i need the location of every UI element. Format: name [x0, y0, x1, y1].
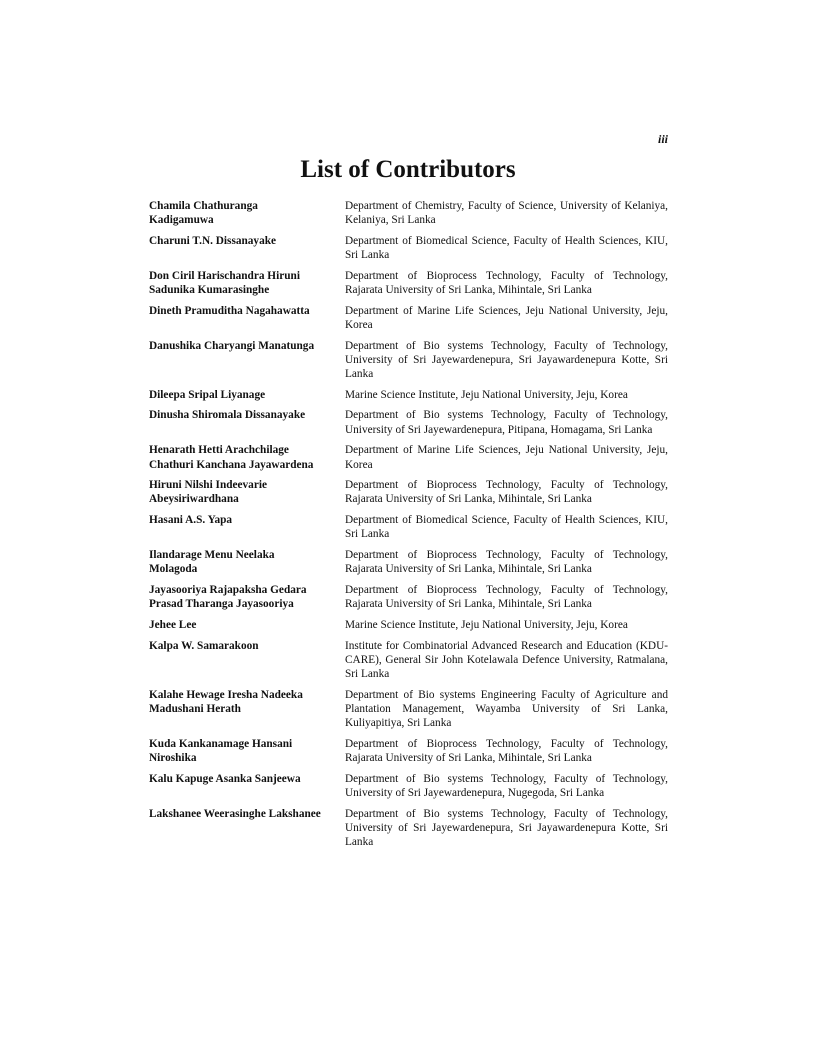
contributor-entry — [149, 269, 669, 297]
contributor-name — [149, 339, 345, 382]
contributor-name — [149, 234, 345, 262]
contributor-entry — [149, 548, 669, 576]
contributor-name-line: Danushika Charyangi Manatunga — [149, 339, 315, 352]
contributor-affiliation: Department of Bioprocess Technology, Faculty of Technology, Rajarata University of Sri Lanka, Mihintale, Sri Lanka — [345, 737, 668, 764]
contributor-name-line: Kalu Kapuge Asanka Sanjeewa — [149, 772, 301, 785]
contributor-name — [149, 269, 345, 297]
contributor-name — [149, 618, 345, 632]
contributor-entry — [149, 737, 669, 765]
contributor-name-line: Molagoda — [149, 563, 198, 576]
contributor-entry — [149, 639, 669, 682]
contributor-name — [149, 408, 345, 436]
contributor-name-line: Hasani A.S. Yapa — [149, 514, 233, 527]
contributor-affiliation: Department of Bioprocess Technology, Faculty of Technology, Rajarata University of Sri Lanka, Mihintale, Sri Lanka — [345, 583, 668, 611]
page-number: iii — [657, 132, 668, 146]
contributor-affiliation: Department of Biomedical Science, Faculty of Health Sciences, KIU, Sri Lanka — [345, 234, 668, 262]
contributor-name-line: Henarath Hetti Arachchilage — [149, 444, 289, 457]
contributor-name-line: Niroshika — [149, 752, 197, 764]
contributor-name — [149, 772, 345, 800]
contributor-entry — [149, 388, 669, 402]
contributor-affiliation: Department of Bioprocess Technology, Faculty of Technology, Rajarata University of Sri Lanka, Mihintale, Sri Lanka — [345, 269, 668, 297]
contributor-affiliation: Department of Biomedical Science, Faculty of Health Sciences, KIU, Sri Lanka — [345, 514, 668, 541]
contributor-affiliation: Department of Marine Life Sciences, Jeju National University, Jeju, Korea — [345, 304, 668, 331]
contributor-name-line: Dinusha Shiromala Dissanayake — [149, 409, 306, 422]
contributor-entry — [149, 408, 669, 436]
contributor-name-line: Jayasooriya Rajapaksha Gedara — [149, 583, 307, 596]
contributor-entry — [149, 618, 669, 632]
contributor-name — [149, 583, 345, 611]
contributor-name-line: Hiruni Nilshi Indeevarie — [149, 479, 267, 492]
contributor-name-line: Charuni T.N. Dissanayake — [149, 234, 277, 247]
contributor-name — [149, 688, 345, 731]
contributor-entry — [149, 339, 669, 382]
contributor-name — [149, 443, 345, 471]
contributor-name — [149, 639, 345, 682]
contributor-name-line: Chamila Chathuranga — [149, 200, 258, 212]
contributor-affiliation: Department of Bio systems Engineering Faculty of Agriculture and Plantation Management, Wayamba University of Sri Lanka, Kuliyapitiya, Sri Lanka — [345, 688, 668, 730]
contributor-name-line: Kalpa W. Samarakoon — [149, 639, 259, 652]
contributor-affiliation: Department of Bio systems Technology, Faculty of Technology, University of Sri Jayewardenepura, Pitipana, Homagama, Sri Lanka — [345, 409, 668, 436]
contributor-entry — [149, 583, 669, 611]
contributor-affiliation: Department of Bioprocess Technology, Faculty of Technology, Rajarata University of Sri Lanka, Mihintale, Sri Lanka — [345, 549, 668, 576]
contributor-name-line: Dineth Pramuditha Nagahawatta — [149, 304, 310, 317]
contributor-affiliation: Department of Bio systems Technology, Faculty of Technology, University of Sri Jayewardenepura, Sri Jayawardenepura Kotte, Sri Lanka — [345, 339, 668, 381]
page-title: List of Contributors — [300, 156, 516, 183]
contributor-name — [149, 548, 345, 576]
contributor-name-line: Kadigamuwa — [149, 214, 214, 227]
contributor-entry — [149, 772, 669, 800]
contributor-entry — [149, 234, 669, 262]
contributor-name-line: Madushani Herath — [149, 702, 241, 715]
contributor-entry — [149, 513, 669, 541]
contributor-name-line: Don Ciril Harischandra Hiruni — [149, 269, 300, 282]
contributor-name — [149, 199, 345, 227]
contributor-affiliation: Institute for Combinatorial Advanced Research and Education (KDU-CARE), General Sir John Kotelawala Defence University, Ratmalana, Sri Lanka — [345, 639, 668, 680]
contributor-name — [149, 737, 345, 765]
contributor-name — [149, 388, 345, 402]
contributor-affiliation: Department of Bioprocess Technology, Faculty of Technology, Rajarata University of Sri Lanka, Mihintale, Sri Lanka — [345, 479, 668, 506]
contributor-entry — [149, 199, 669, 227]
contributor-name-line: Sadunika Kumarasinghe — [149, 284, 270, 297]
contributor-name — [149, 807, 345, 850]
contributor-entry — [149, 478, 669, 506]
contributor-entry — [149, 688, 669, 731]
contributor-name-line: Lakshanee Weerasinghe Lakshanee — [149, 807, 321, 820]
contributor-name-line: Abeysiriwardhana — [149, 493, 239, 506]
contributor-name-line: Kuda Kankanamage Hansani — [149, 737, 293, 750]
contributor-affiliation: Marine Science Institute, Jeju National University, Jeju, Korea — [345, 388, 628, 401]
contributor-name-line: Prasad Tharanga Jayasooriya — [149, 598, 294, 611]
contributor-name-line: Dileepa Sripal Liyanage — [149, 388, 266, 401]
contributor-affiliation: Department of Marine Life Sciences, Jeju National University, Jeju, Korea — [345, 444, 668, 471]
contributor-name-line: Kalahe Hewage Iresha Nadeeka — [149, 688, 303, 701]
contributor-name-line: Chathuri Kanchana Jayawardena — [149, 458, 314, 471]
contributor-entry — [149, 443, 669, 471]
contributor-affiliation: Department of Bio systems Technology, Faculty of Technology, University of Sri Jayewardenepura, Nugegoda, Sri Lanka — [345, 772, 668, 799]
contributor-name-line: Ilandarage Menu Neelaka — [149, 549, 275, 562]
contributor-entry — [149, 304, 669, 332]
contributor-name — [149, 478, 345, 506]
contributor-name — [149, 513, 345, 541]
contributor-entry — [149, 807, 669, 850]
contributor-name — [149, 304, 345, 332]
contributor-affiliation: Department of Chemistry, Faculty of Science, University of Kelaniya, Kelaniya, Sri Lanka — [345, 200, 668, 227]
contributor-name-line: Jehee Lee — [149, 618, 197, 631]
contributor-affiliation: Marine Science Institute, Jeju National University, Jeju, Korea — [345, 618, 628, 631]
contributors-list — [149, 199, 669, 856]
contributor-affiliation: Department of Bio systems Technology, Faculty of Technology, University of Sri Jayewardenepura, Sri Jayawardenepura Kotte, Sri Lanka — [345, 807, 668, 849]
